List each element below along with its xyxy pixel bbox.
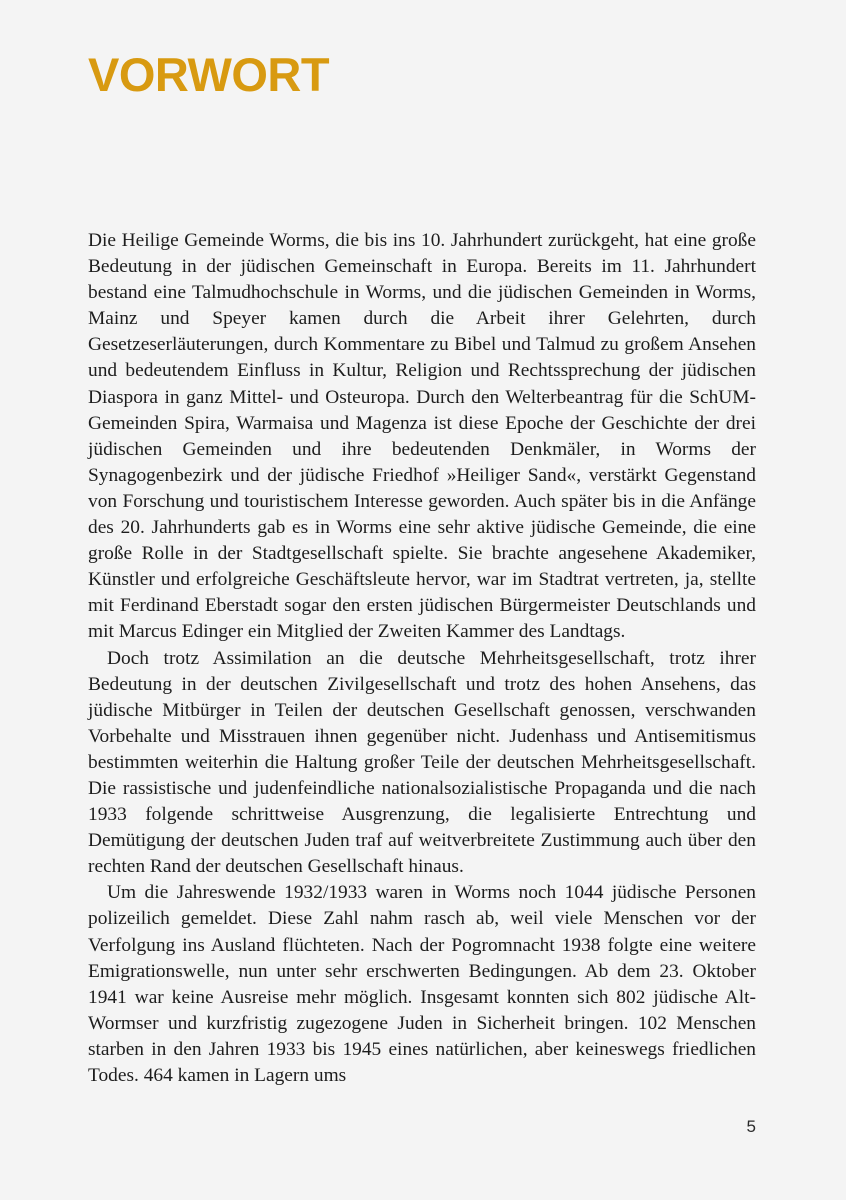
page-title: VORWORT <box>88 48 330 101</box>
page-number: 5 <box>746 1117 756 1136</box>
body-text-block <box>88 228 756 1089</box>
paragraph-2: Doch trotz Assimilation an die deutsche Mehrheitsgesellschaft, trotz ihrer Bedeutung in der deutschen Zivilgesellschaft und trotz des hohen Ansehens, das jüdische Mitbürger in Teilen der deutschen Gesellschaft genossen, verschwanden Vorbehalte und Misstrauen ihnen gegenüber nicht. Judenhass und Antisemitismus bestimmten weiterhin die Haltung großer Teile der deutschen Mehrheitsgesellschaft. Die rassistische und judenfeindliche nationalsozialistische Propaganda und die nach 1933 folgende schrittweise Ausgrenzung, die legalisierte Entrechtung und Demütigung der deutschen Juden traf auf weitverbreitete Zustimmung auch über den rechten Rand der deutschen Gesellschaft hinaus. <box>88 647 756 878</box>
paragraph-3: Um die Jahreswende 1932/1933 waren in Worms noch 1044 jüdische Personen polizeilich gemeldet. Diese Zahl nahm rasch ab, weil viele Menschen vor der Verfolgung ins Ausland flüchteten. Nach der Pogromnacht 1938 folgte eine weitere Emigrationswelle, nun unter sehr erschwerten Bedingungen. Ab dem 23. Oktober 1941 war keine Ausreise mehr möglich. Insgesamt konnten sich 802 jüdische Alt-Wormser und kurzfristig zugezogene Juden in Sicherheit bringen. 102 Menschen starben in den Jahren 1933 bis 1945 eines natürlichen, aber keineswegs friedlichen Todes. 464 kamen in Lagern ums <box>88 882 756 1086</box>
paragraph-1: Die Heilige Gemeinde Worms, die bis ins 10. Jahrhundert zurückgeht, hat eine große Bedeutung in der jüdischen Gemeinschaft in Europa. Bereits im 11. Jahrhundert bestand eine Talmudhochschule in Worms, und die jüdischen Gemeinden in Worms, Mainz und Speyer kamen durch die Arbeit ihrer Gelehrten, durch Gesetzeserläuterungen, durch Kommentare zu Bibel und Talmud zu großem Ansehen und bedeutendem Einfluss in Kultur, Religion und Rechtssprechung der jüdischen Diaspora in ganz Mittel- und Osteuropa. Durch den Welterbeantrag für die SchUM-Gemeinden Spira, Warmaisa und Magenza ist diese Epoche der Geschichte der drei jüdischen Gemeinden und ihre bedeutenden Denkmäler, in Worms der Synagogenbezirk und der jüdische Friedhof »Heiliger Sand«, verstärkt Gegenstand von Forschung und touristischem Interesse geworden. Auch später bis in die Anfänge des 20. Jahrhunderts gab es in Worms eine sehr aktive jüdische Gemeinde, die eine große Rolle in der Stadtgesellschaft spielte. Sie brachte angesehene Akademiker, Künstler und erfolgreiche Geschäftsleute hervor, war im Stadtrat vertreten, ja, stellte mit Ferdinand Eberstadt sogar den ersten jüdischen Bürgermeister Deutschlands und mit Marcus Edinger ein Mitglied der Zweiten Kammer des Landtags. <box>88 230 756 643</box>
